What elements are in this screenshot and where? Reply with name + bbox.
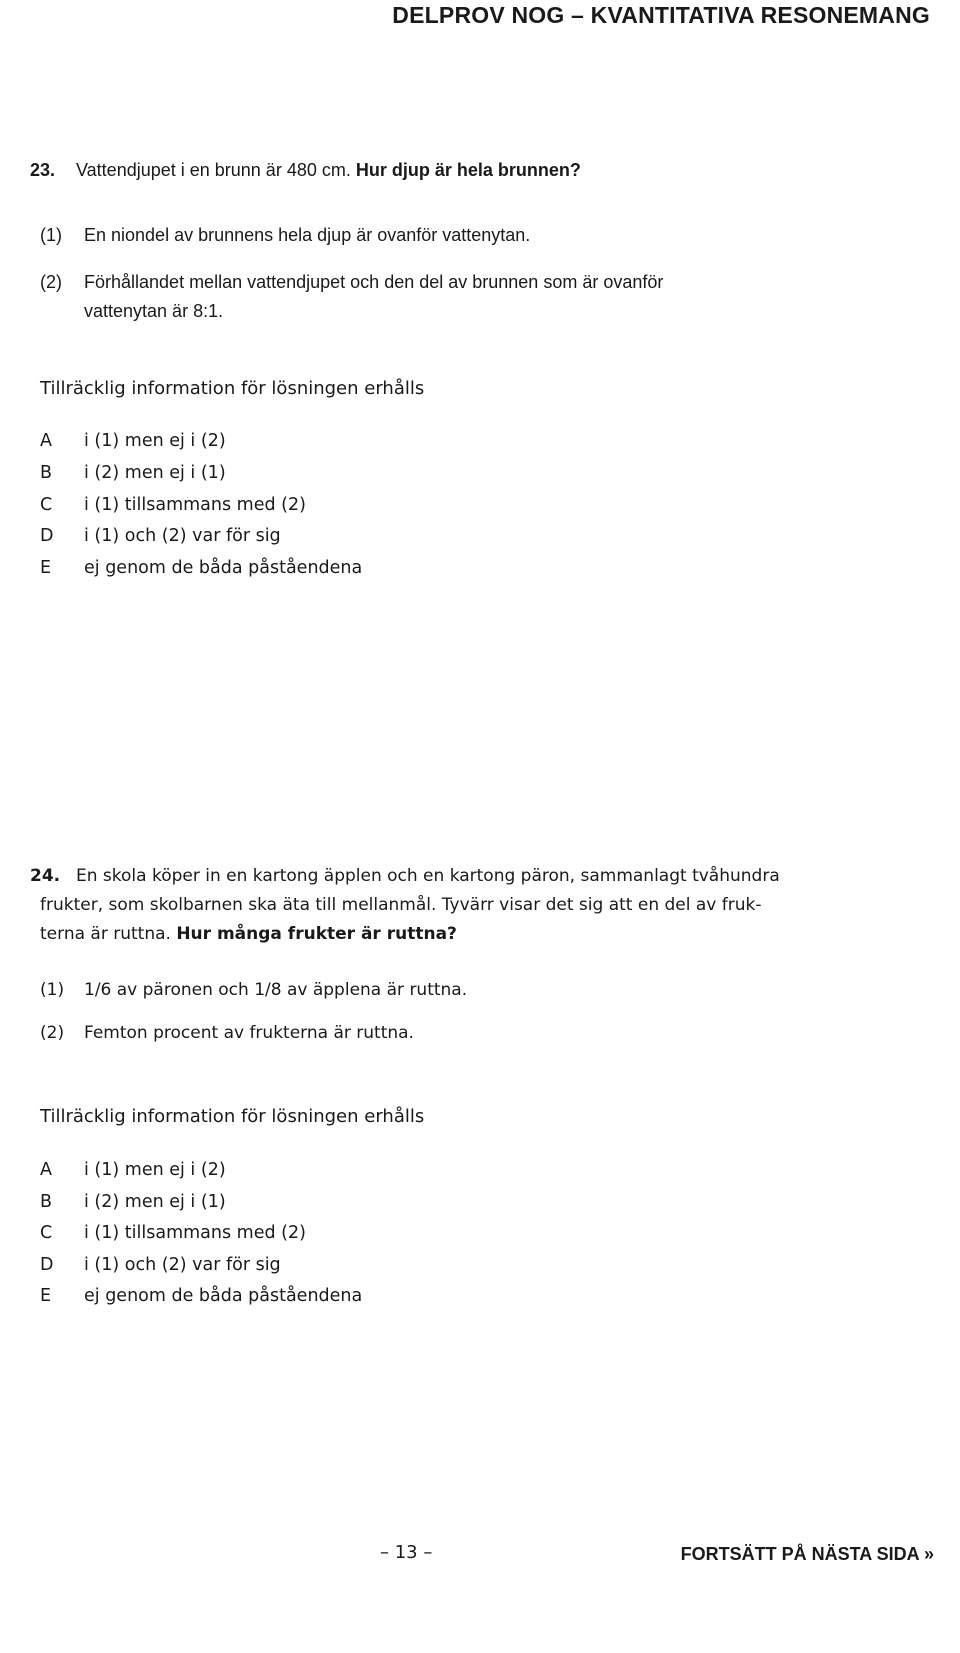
statement-2 bbox=[40, 268, 663, 326]
statement-1 bbox=[40, 980, 467, 1000]
continue-next-page: FORTSÄTT PÅ NÄSTA SIDA » bbox=[680, 1544, 934, 1564]
option-letter: B bbox=[40, 463, 53, 483]
option-letter: A bbox=[40, 431, 52, 451]
option-b[interactable] bbox=[40, 1192, 226, 1212]
option-c[interactable] bbox=[40, 1223, 306, 1243]
option-letter: D bbox=[40, 526, 54, 546]
option-text: i (1) och (2) var för sig bbox=[84, 526, 281, 546]
option-b[interactable] bbox=[40, 463, 226, 483]
statement-label: (2) bbox=[40, 1023, 65, 1043]
statement-label: (1) bbox=[40, 980, 65, 1000]
option-text: i (1) tillsammans med (2) bbox=[84, 1223, 306, 1243]
option-letter: E bbox=[40, 558, 52, 578]
statement-label: (2) bbox=[40, 272, 62, 292]
option-text: i (1) tillsammans med (2) bbox=[84, 495, 306, 515]
option-e[interactable] bbox=[40, 558, 362, 578]
sufficiency-heading: Tillräcklig information för lösningen erhålls bbox=[40, 1106, 425, 1127]
option-text: i (2) men ej i (1) bbox=[84, 1192, 226, 1212]
option-text: ej genom de båda påståendena bbox=[84, 1286, 363, 1306]
question-text-line-3: terna är ruttna. bbox=[40, 924, 177, 944]
option-d[interactable] bbox=[40, 1255, 281, 1275]
sufficiency-heading: Tillräcklig information för lösningen erhålls bbox=[40, 378, 425, 399]
statement-text: 1/6 av päronen och 1/8 av äpplena är ruttna. bbox=[84, 980, 468, 1000]
question-number: 24. bbox=[30, 866, 61, 886]
statement-1 bbox=[40, 225, 530, 246]
statement-text: En niondel av brunnens hela djup är ovanför vattenytan. bbox=[84, 225, 531, 245]
question-text-line-2: frukter, som skolbarnen ska äta till mellanmål. Tyvärr visar det sig att en del av fruk- bbox=[40, 895, 762, 915]
statement-2 bbox=[40, 1023, 414, 1043]
option-c[interactable] bbox=[40, 495, 306, 515]
statement-text-line-1: Förhållandet mellan vattendjupet och den del av brunnen som är ovanför bbox=[84, 272, 664, 292]
option-letter: D bbox=[40, 1255, 54, 1275]
option-letter: E bbox=[40, 1286, 52, 1306]
statement-label: (1) bbox=[40, 225, 62, 245]
option-a[interactable] bbox=[40, 1160, 226, 1180]
question-text: Vattendjupet i en brunn är 480 cm. bbox=[76, 160, 356, 180]
option-letter: C bbox=[40, 495, 53, 515]
page-number: – 13 – bbox=[380, 1542, 433, 1563]
statement-text: Femton procent av frukterna är ruttna. bbox=[84, 1023, 414, 1043]
option-letter: B bbox=[40, 1192, 53, 1212]
option-d[interactable] bbox=[40, 526, 281, 546]
question-23-stem bbox=[30, 160, 581, 181]
option-text: i (1) och (2) var för sig bbox=[84, 1255, 281, 1275]
option-a[interactable] bbox=[40, 431, 226, 451]
option-text: ej genom de båda påståendena bbox=[84, 558, 363, 578]
option-letter: A bbox=[40, 1160, 52, 1180]
option-text: i (2) men ej i (1) bbox=[84, 463, 226, 483]
option-e[interactable] bbox=[40, 1286, 362, 1306]
question-text-line-1: En skola köper in en kartong äpplen och en kartong päron, sammanlagt tvåhundra bbox=[76, 866, 780, 886]
question-prompt: Hur många frukter är ruttna? bbox=[176, 924, 457, 944]
question-24-stem bbox=[30, 862, 780, 949]
page-header: DELPROV NOG – KVANTITATIVA RESONEMANG bbox=[392, 2, 930, 28]
option-text: i (1) men ej i (2) bbox=[84, 1160, 226, 1180]
statement-text-line-2: vattenytan är 8:1. bbox=[84, 301, 224, 321]
option-text: i (1) men ej i (2) bbox=[84, 431, 226, 451]
question-number: 23. bbox=[30, 160, 56, 180]
option-letter: C bbox=[40, 1223, 53, 1243]
question-prompt: Hur djup är hela brunnen? bbox=[355, 160, 581, 180]
